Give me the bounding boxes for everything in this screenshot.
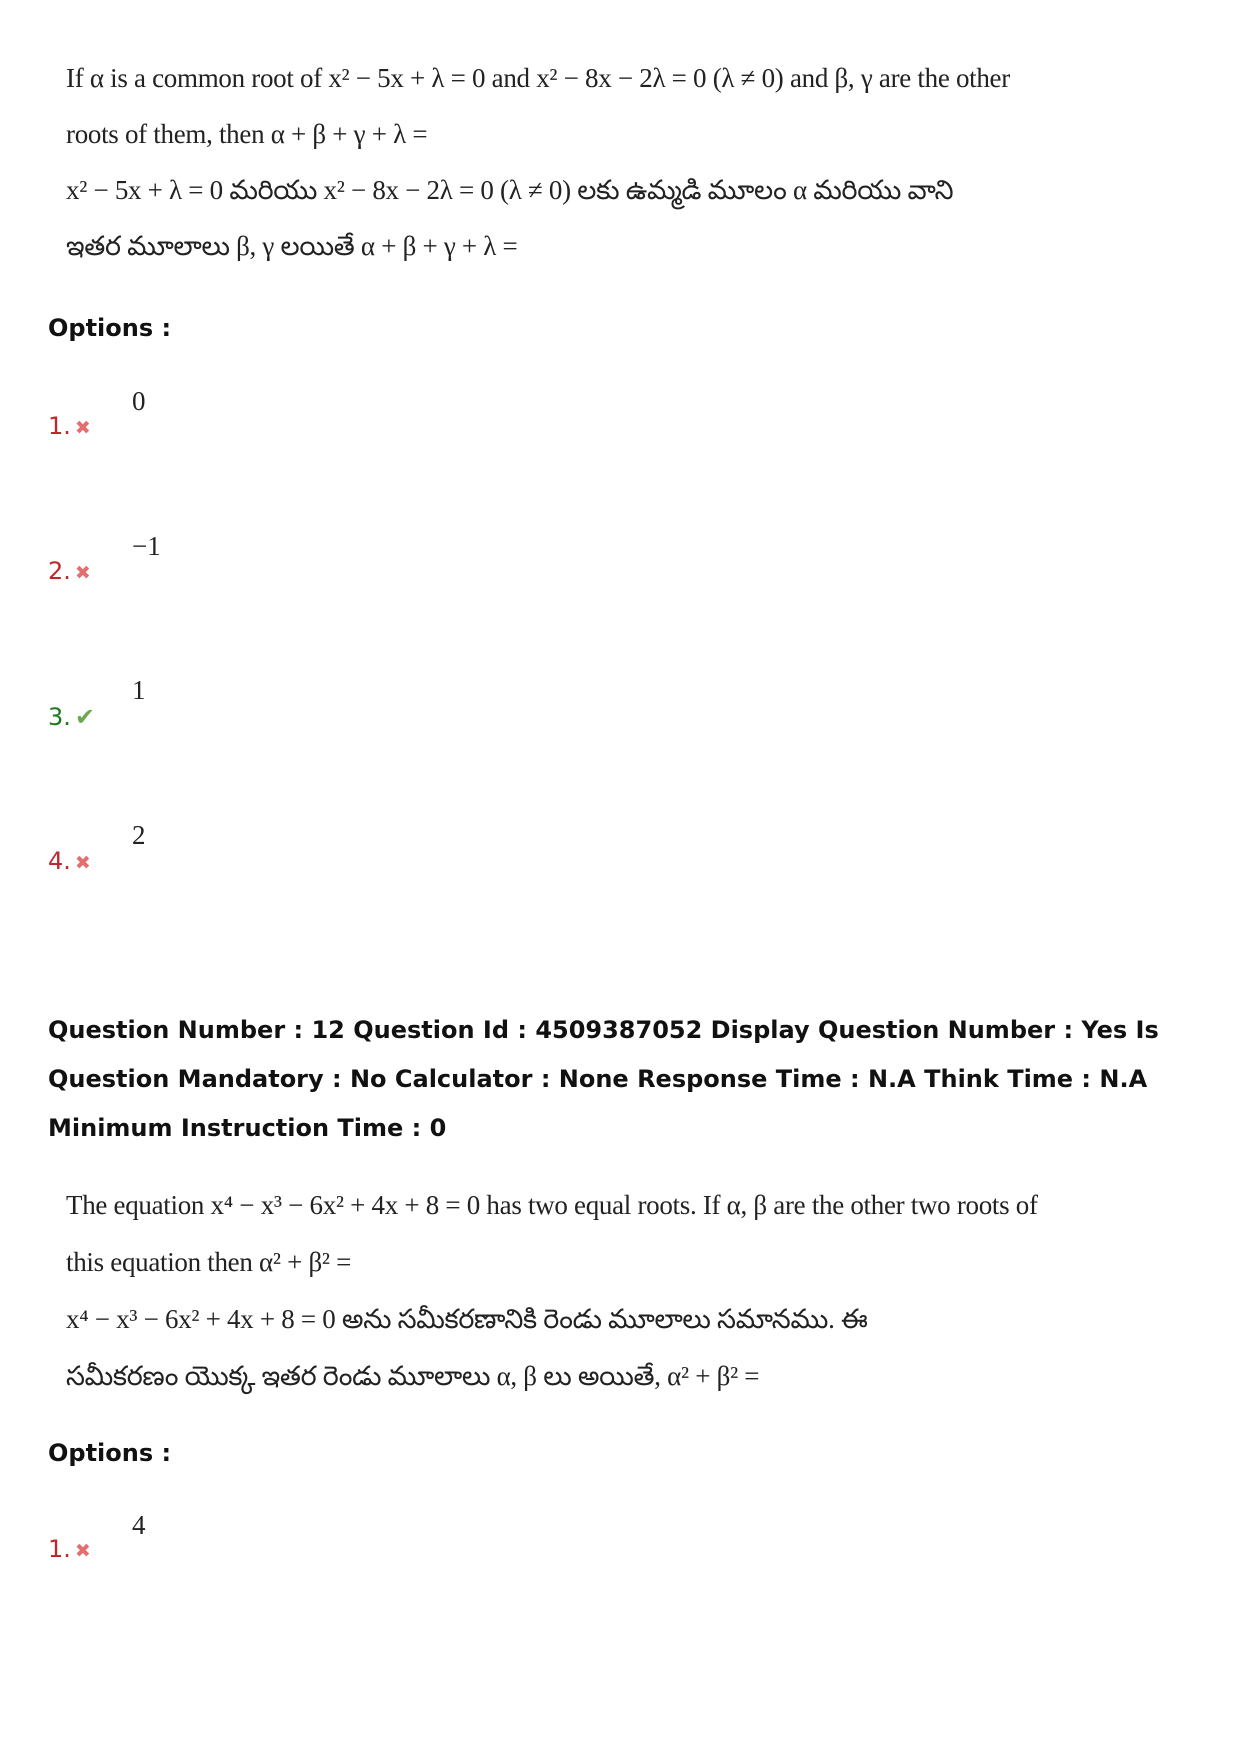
option-number-label: 1. <box>48 412 71 440</box>
cross-icon: ✖ <box>74 1540 91 1562</box>
question-12-line-1: The equation x⁴ − x³ − 6x² + 4x + 8 = 0 has two equal roots. If α, β are the other two roots of <box>66 1190 1038 1220</box>
option-2-number[interactable] <box>48 557 91 585</box>
question-12-line-2: this equation then α² + β² = <box>66 1247 352 1277</box>
question-11-line-1: If α is a common root of x² − 5x + λ = 0 and x² − 8x − 2λ = 0 (λ ≠ 0) and β, γ are the other <box>66 63 1010 93</box>
question-11-line-3: x² − 5x + λ = 0 మరియు x² − 8x − 2λ = 0 (λ ≠ 0) లకు ఉమ్మడి మూలం α మరియు వాని <box>66 175 954 205</box>
option-1-value: 0 <box>132 386 146 416</box>
options-heading: Options : <box>48 1439 172 1467</box>
option-number-label: 1. <box>48 1535 71 1563</box>
option-number-label: 3. <box>48 703 71 731</box>
question-12-text <box>66 1177 1038 1405</box>
question-12-line-4: సమీకరణం యొక్క ఇతర రెండు మూలాలు α, β లు అయితే, α² + β² = <box>66 1361 760 1391</box>
option-1-number[interactable] <box>48 412 91 440</box>
q12-option-1-number[interactable] <box>48 1535 91 1563</box>
option-3-value: 1 <box>132 675 146 705</box>
check-icon: ✔ <box>74 703 96 731</box>
question-12-meta: Question Number : 12 Question Id : 4509387052 Display Question Number : Yes Is Question Mandatory : No Calculator : None Response Time : N.A Think Time : N.A Minimum Instruction Time : 0 <box>48 1016 1159 1142</box>
question-11-text <box>66 50 1010 274</box>
option-3-number[interactable] <box>48 703 95 731</box>
option-4-number[interactable] <box>48 847 91 875</box>
option-4-value: 2 <box>132 820 146 850</box>
q12-option-1-value: 4 <box>132 1510 146 1540</box>
cross-icon: ✖ <box>74 417 91 439</box>
cross-icon: ✖ <box>74 562 91 584</box>
option-number-label: 4. <box>48 847 71 875</box>
question-11-line-2: roots of them, then α + β + γ + λ = <box>66 119 428 149</box>
option-number-label: 2. <box>48 557 71 585</box>
options-heading: Options : <box>48 314 172 342</box>
option-2-value: −1 <box>132 531 161 561</box>
question-11-line-4: ఇతర మూలాలు β, γ లయితే α + β + γ + λ = <box>66 231 518 261</box>
cross-icon: ✖ <box>74 852 91 874</box>
question-12-line-3: x⁴ − x³ − 6x² + 4x + 8 = 0 అను సమీకరణానికి రెండు మూలాలు సమానము. ఈ <box>66 1304 868 1334</box>
